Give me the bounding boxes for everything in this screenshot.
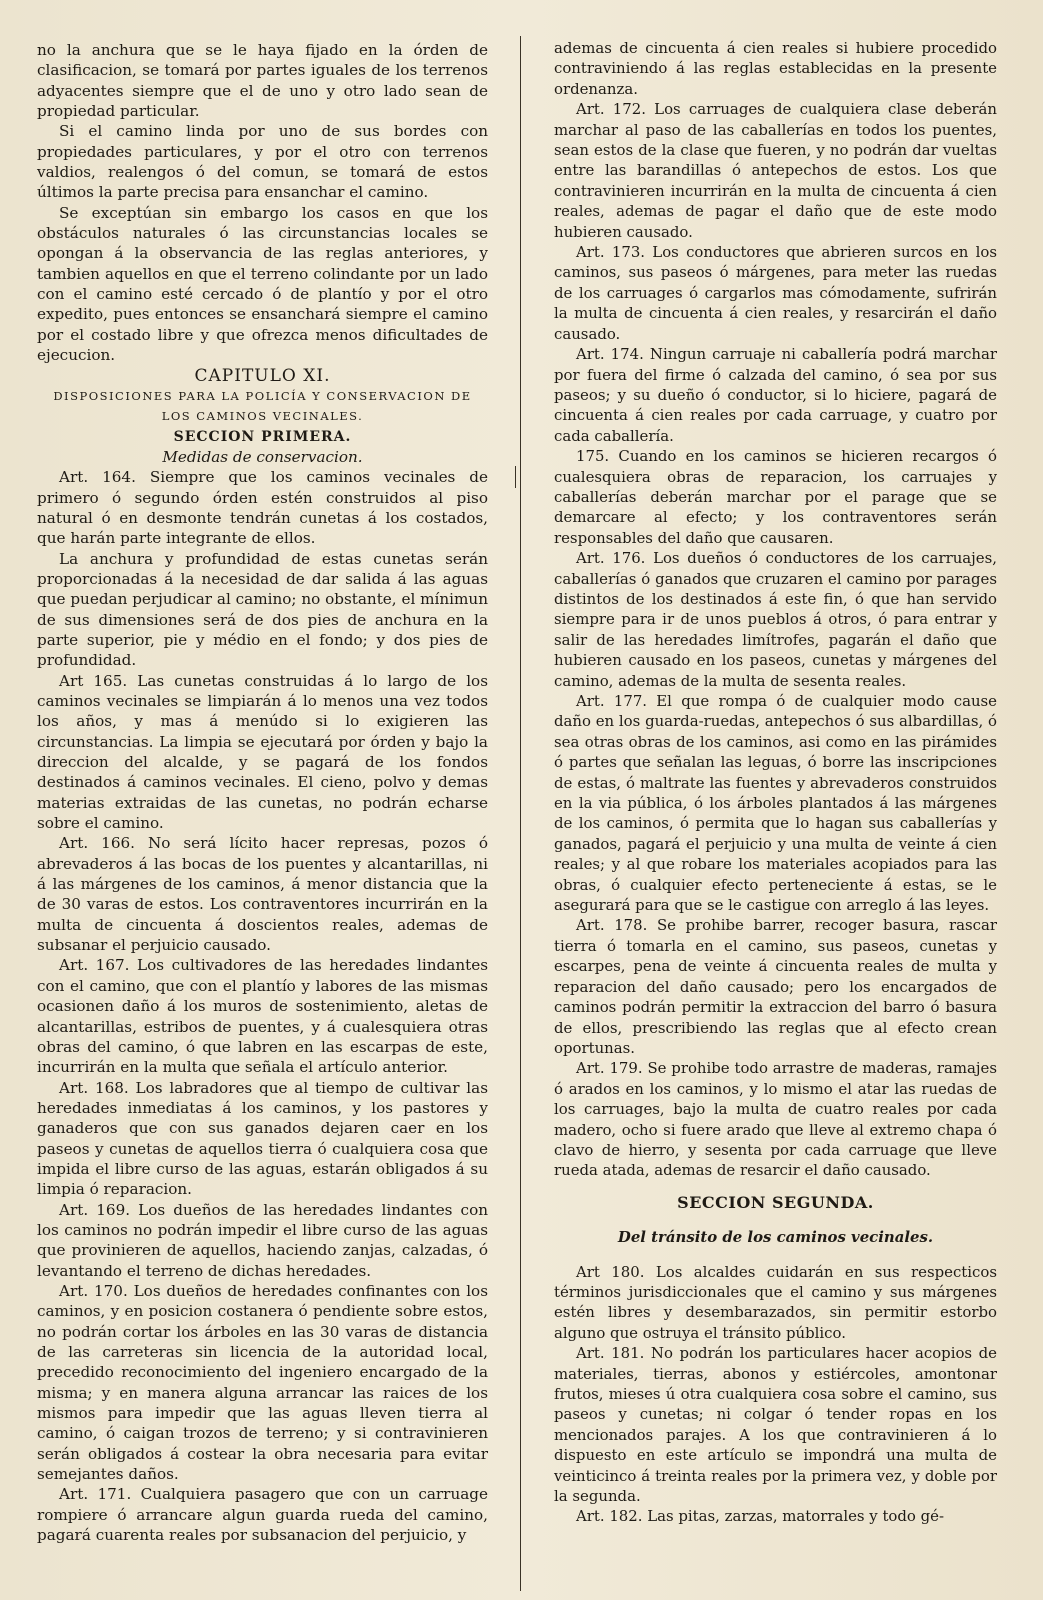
- right-column: [554, 38, 997, 1527]
- paragraph: Art. 167. Los cultivadores de las heredades lindantes con el camino, que con el plantío y labores de las mismas ocasionen daño á los muros de sostenimiento, aletas de alcantarillas, estribos de puentes, y á cualesquiera otras obras del camino, ó que labren en las escarpas de este, incurrirán en la multa que señala el artículo anterior.: [37, 956, 488, 1077]
- paragraph: Art. 169. Los dueños de las heredades lindantes con los caminos no podrán impedir el libre curso de las aguas que provinieren de aquellos, haciendo zanjas, calzadas, ó levantando el terreno de dichas heredades.: [37, 1200, 488, 1280]
- section-subheading: Del tránsito de los caminos vecinales.: [617, 1228, 934, 1247]
- paragraph: Art. 181. No podrán los particulares hacer acopios de materiales, tierras, abonos y estiércoles, amontonar frutos, mieses ú otra cualquiera cosa sobre el camino, sus paseos y cunetas; ni colgar ó tender ropas en los mencionados parajes. A los que contravinieren á lo dispuesto en este artículo se impondrá una multa de veinticinco á treinta reales por la primera vez, y doble por la segunda.: [554, 1344, 997, 1506]
- paragraph: Art. 171. Cualquiera pasagero que con un carruage rompiere ó arrancare algun guarda rueda del camino, pagará cuarenta reales por subsanacion del perjuicio, y: [37, 1485, 488, 1545]
- paragraph: Art. 166. No será lícito hacer represas, pozos ó abrevaderos á las bocas de los puentes y alcantarillas, ni á las márgenes de los caminos, á menor distancia que la de 30 varas de estos. Los contraventores incurrirán en la multa de cincuenta á doscientos reales, ademas de subsanar el perjuicio causado.: [37, 834, 488, 955]
- paragraph: Se exceptúan sin embargo los casos en que los obstáculos naturales ó las circunstancias locales se opongan á la observancia de las reglas anteriores, y tambien aquellos en que el terreno colindante por un lado con el camino esté cercado ó de plantío y por el otro expedito, pues entonces se ensanchará siempre el camino por el costado libre y que ofrezca menos dificultades de ejecucion.: [37, 203, 488, 365]
- paragraph: Art. 173. Los conductores que abrieren surcos en los caminos, sus paseos ó márgenes, para meter las ruedas de los carruages ó cargarlos mas cómodamente, sufrirán la multa de cincuenta á cien reales, y resarcirán el daño causado.: [554, 243, 997, 343]
- paragraph: no la anchura que se le haya fijado en la órden de clasificacion, se tomará por partes iguales de los terrenos adyacentes siempre que el de uno y otro lado sean de propiedad particular.: [37, 41, 488, 121]
- paragraph: Art. 174. Ningun carruaje ni caballería podrá marchar por fuera del firme ó calzada del camino, ó sea por sus paseos; y su dueño ó conductor, si lo hiciere, pagará de cincuenta á cien reales por cada carruage, y cuatro por cada caballería.: [554, 345, 997, 445]
- paragraph: Art 180. Los alcaldes cuidarán en sus respecticos términos jurisdiccionales que el camino y sus márgenes estén libres y desembarazados, sin permitir estorbo alguno que ostruya el tránsito público.: [554, 1262, 997, 1342]
- paragraph: Si el camino linda por uno de sus bordes con propiedades particulares, y por el otro con terrenos valdios, realengos ó del comun, se tomará de estos últimos la parte precisa para ensanchar el camino.: [37, 122, 488, 202]
- chapter-heading: CAPITULO XI.: [194, 365, 331, 386]
- paragraph: Art. 178. Se prohibe barrer, recoger basura, rascar tierra ó tomarla en el camino, sus paseos, cunetas y escarpes, pena de veinte á cincuenta reales de multa y reparacion del daño causado; pero los encargados de caminos podrán permitir la extraccion del barro ó basura de ellos, prescribiendo las reglas que al efecto crean oportunas.: [554, 916, 997, 1057]
- paragraph: Art. 172. Los carruages de cualquiera clase deberán marchar al paso de las caballerías en todos los puentes, sean estos de la clase que fueren, y no podrán dar vueltas entre las barandillas ó antepechos de estos. Los que contravinieren incurrirán en la multa de cincuenta á cien reales, ademas de pagar el daño que de este modo hubieren causado.: [554, 100, 997, 241]
- left-column: [37, 40, 488, 1545]
- paragraph: Art. 168. Los labradores que al tiempo de cultivar las heredades inmediatas á los caminos, y los pastores y ganaderos que con sus ganados dejaren caer en los paseos y cunetas de aquellos tierra ó cualquiera cosa que impida el libre curso de las aguas, estarán obligados á su limpia ó reparacion.: [37, 1078, 488, 1199]
- paragraph: Art. 179. Se prohibe todo arrastre de maderas, ramajes ó arados en los caminos, y lo mismo el atar las ruedas de los carruages, bajo la multa de cuatro reales por cada madero, ocho si fuere arado que lleve al extremo chapa ó clavo de hierro, y sesenta por cada carruage que lleve rueda atada, ademas de resarcir el daño causado.: [554, 1059, 997, 1180]
- chapter-subtitle: DISPOSICIONES PARA LA POLICÍA Y CONSERVACION DE LOS CAMINOS VECINALES.: [53, 388, 472, 424]
- section-subheading: Medidas de conservacion.: [162, 447, 363, 466]
- column-divider: [520, 36, 521, 1591]
- divider-mark: [515, 466, 516, 488]
- paragraph: 175. Cuando en los caminos se hicieren recargos ó cualesquiera obras de reparacion, los carruajes y caballerías deberán marchar por el parage que se demarcare al efecto; y los contraventores serán responsables del daño que causaren.: [554, 447, 997, 547]
- paragraph: Art. 176. Los dueños ó conductores de los carruajes, caballerías ó ganados que cruzaren el camino por parages distintos de los destinados á este fin, ó que han servido siempre para ir de unos pueblos á otros, ó para entrar y salir de las heredades limítrofes, pagarán el daño que hubieren causado en los paseos, cunetas y márgenes del camino, ademas de la multa de sesenta reales.: [554, 549, 997, 690]
- paragraph: Art. 182. Las pitas, zarzas, matorrales y todo gé-: [576, 1507, 944, 1526]
- paragraph: La anchura y profundidad de estas cunetas serán proporcionadas á la necesidad de dar salida á las aguas que puedan perjudicar al camino; no obstante, el mínimun de sus dimensiones será de dos pies de anchura en la parte superior, pie y médio en el fondo; y dos pies de profundidad.: [37, 549, 488, 670]
- section-heading: SECCION PRIMERA.: [173, 428, 352, 445]
- paragraph: Art. 164. Siempre que los caminos vecinales de primero ó segundo órden estén construidos al piso natural ó en desmonte tendrán cunetas á los costados, que harán parte integrante de ellos.: [37, 468, 488, 548]
- paragraph: Art 165. Las cunetas construidas á lo largo de los caminos vecinales se limpiarán á lo menos una vez todos los años, y mas á menúdo si lo exigieren las circunstancias. La limpia se ejecutará por órden y bajo la direccion del alcalde, y se pagará de los fondos destinados á caminos vecinales. El cieno, polvo y demas materias extraidas de las cunetas, no podrán echarse sobre el camino.: [37, 671, 488, 833]
- paragraph: ademas de cincuenta á cien reales si hubiere procedido contraviniendo á las reglas establecidas en la presente ordenanza.: [554, 39, 997, 98]
- paragraph: Art. 170. Los dueños de heredades confinantes con los caminos, y en posicion costanera ó pendiente sobre estos, no podrán cortar los árboles en las 30 varas de distancia de las carreteras sin licencia de la autoridad local, precedido reconocimiento del ingeniero encargado de la misma; y en manera alguna arrancar las raices de los mismos para impedir que las aguas lleven tierra al camino, ó caigan trozos de terreno; y si contravinieren serán obligados á costear la obra necesaria para evitar semejantes daños.: [37, 1281, 488, 1484]
- paragraph: Art. 177. El que rompa ó de cualquier modo cause daño en los guarda-ruedas, antepechos ó sus albardillas, ó sea otras obras de los caminos, asi como en las pirámides ó partes que señalan las leguas, ó borre las inscripciones de estas, ó maltrate las fuentes y abrevaderos construidos en la via pública, ó los árboles plantados á las márgenes de los caminos, ó permita que lo hagan sus caballerías y ganados, pagará el perjuicio y una multa de veinte á cien reales; y al que robare los materiales acopiados para las obras, ó cualquier efecto perteneciente á estas, se le asegurará para que se le castigue con arreglo á las leyes.: [554, 692, 997, 915]
- section-heading: SECCION SEGUNDA.: [677, 1192, 874, 1212]
